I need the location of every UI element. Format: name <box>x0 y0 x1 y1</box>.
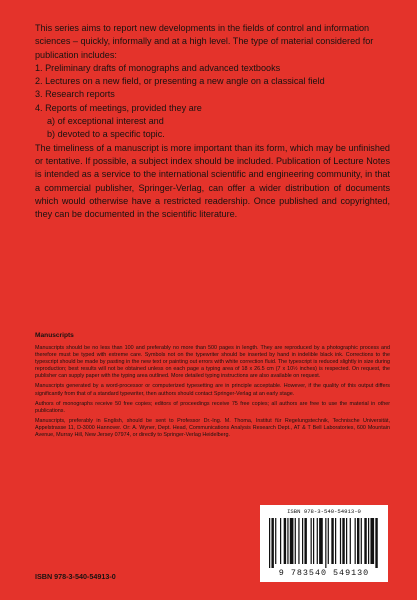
barcode-bar <box>287 518 288 564</box>
barcode-bar <box>346 518 347 564</box>
manuscripts-heading: Manuscripts <box>35 332 74 339</box>
manuscripts-paragraph: Manuscripts generated by a word-processor or computerized typesetting are in principle acceptable. However, if the quality of this output differs significantly from that of a standard typewriter, then authors should contact Springer-Verlag at an early stage. <box>35 383 390 397</box>
barcode-isbn-label: ISBN 978-3-540-54913-0 <box>287 508 361 515</box>
barcode-bar <box>325 518 326 568</box>
barcode-bar <box>319 518 323 564</box>
barcode-bar <box>328 518 329 564</box>
manuscripts-paragraph: Manuscripts should be no less than 100 and preferably no more than 500 pages in length. They are reproduced by a photographic process and therefore must be typed with extreme care. Symbols not on the typewriter should be inserted by hand in indelible black ink. Corrections to the typescript should be made by pasting in the new text or painting out errors with white correction fluid. The typescript is reduced slightly in size during reproduction; best results will not be obtained unless on each page a typing area of 18 x 26.5 cm (7 x 10½ inches) is respected. On request, the publisher can supply paper with the typing area outlined. More detailed typing instructions are also available on request. <box>35 345 390 380</box>
barcode-bar <box>331 518 333 564</box>
list-item: 1. Preliminary drafts of monographs and advanced textbooks <box>35 62 281 73</box>
barcode-bar <box>357 518 359 564</box>
manuscripts-paragraph: Authors of monographs receive 50 free copies; editors of proceedings receive 75 free copies; all authors are free to use the material in other publications. <box>35 400 390 414</box>
barcode-bar <box>368 518 369 564</box>
barcode-bar <box>280 518 281 564</box>
barcode-bar <box>290 518 294 564</box>
meeting-conditions-list <box>35 115 390 142</box>
barcode-bar <box>340 518 341 564</box>
manuscripts-paragraph: Manuscripts, preferably in English, should be sent to Professor Dr.-Ing. M. Thoma, Institut für Regelungstechnik, Technische Universität, Appelstrasse 11, D-3000 Hannover. Or: A. Wyner, Dept. Head, Communications Analysis Research Dept., AT & T Bell Laboratories, 600 Mountain Avenue, Murray Hill, New Jersey 07974, or directly to Springer-Verlag Heidelberg. <box>35 417 390 439</box>
barcode-bar <box>271 518 273 568</box>
list-item: 2. Lectures on a new field, or presenting a new angle on a classical field <box>35 76 325 87</box>
barcode-bars <box>269 518 379 568</box>
barcode-bar <box>342 518 344 564</box>
material-list <box>35 62 390 115</box>
barcode-bar <box>355 518 356 564</box>
closing-paragraph: The timeliness of a manuscript is more important than its form, which may be unfinished or tentative. If possible, a subject index should be included. Publication of Lecture Notes is intended as a service to the international scientific and engineering community, in that a commercial publisher, Springer-Verlag, can offer a wider distribution of documents which would otherwise have a restricted readership. Once published and copyrighted, they can be documented in the scientific literature. <box>35 142 390 220</box>
barcode-bar <box>313 518 314 564</box>
intro-paragraph: This series aims to report new developments in the fields of control and information sciences – quickly, informally and at a high level. The type of material considered for publication includes: <box>35 23 374 60</box>
isbn-text: ISBN 978-3-540-54913-0 <box>35 572 116 581</box>
barcode-bar <box>370 518 374 564</box>
barcode <box>260 505 388 582</box>
barcode-bar <box>295 518 296 564</box>
series-description <box>35 22 390 221</box>
barcode-bar <box>311 518 312 564</box>
barcode-bar <box>375 518 377 568</box>
barcode-digits: 9 783540 549130 <box>278 568 370 578</box>
barcode-bar <box>302 518 303 564</box>
barcode-bar <box>361 518 362 564</box>
barcode-bar <box>269 518 270 568</box>
barcode-bar <box>335 518 336 564</box>
barcode-bar <box>364 518 366 564</box>
barcode-bar <box>350 518 351 564</box>
list-item: 4. Reports of meetings, provided they are <box>35 102 202 113</box>
barcode-bar <box>298 518 299 564</box>
barcode-bar <box>304 518 306 564</box>
manuscripts-section <box>35 332 390 442</box>
list-item: b) devoted to a specific topic. <box>47 129 165 140</box>
list-item: 3. Research reports <box>35 89 115 100</box>
barcode-bar <box>317 518 318 564</box>
barcode-bar <box>275 518 276 564</box>
list-item: a) of exceptional interest and <box>47 116 164 127</box>
barcode-bar <box>284 518 286 564</box>
